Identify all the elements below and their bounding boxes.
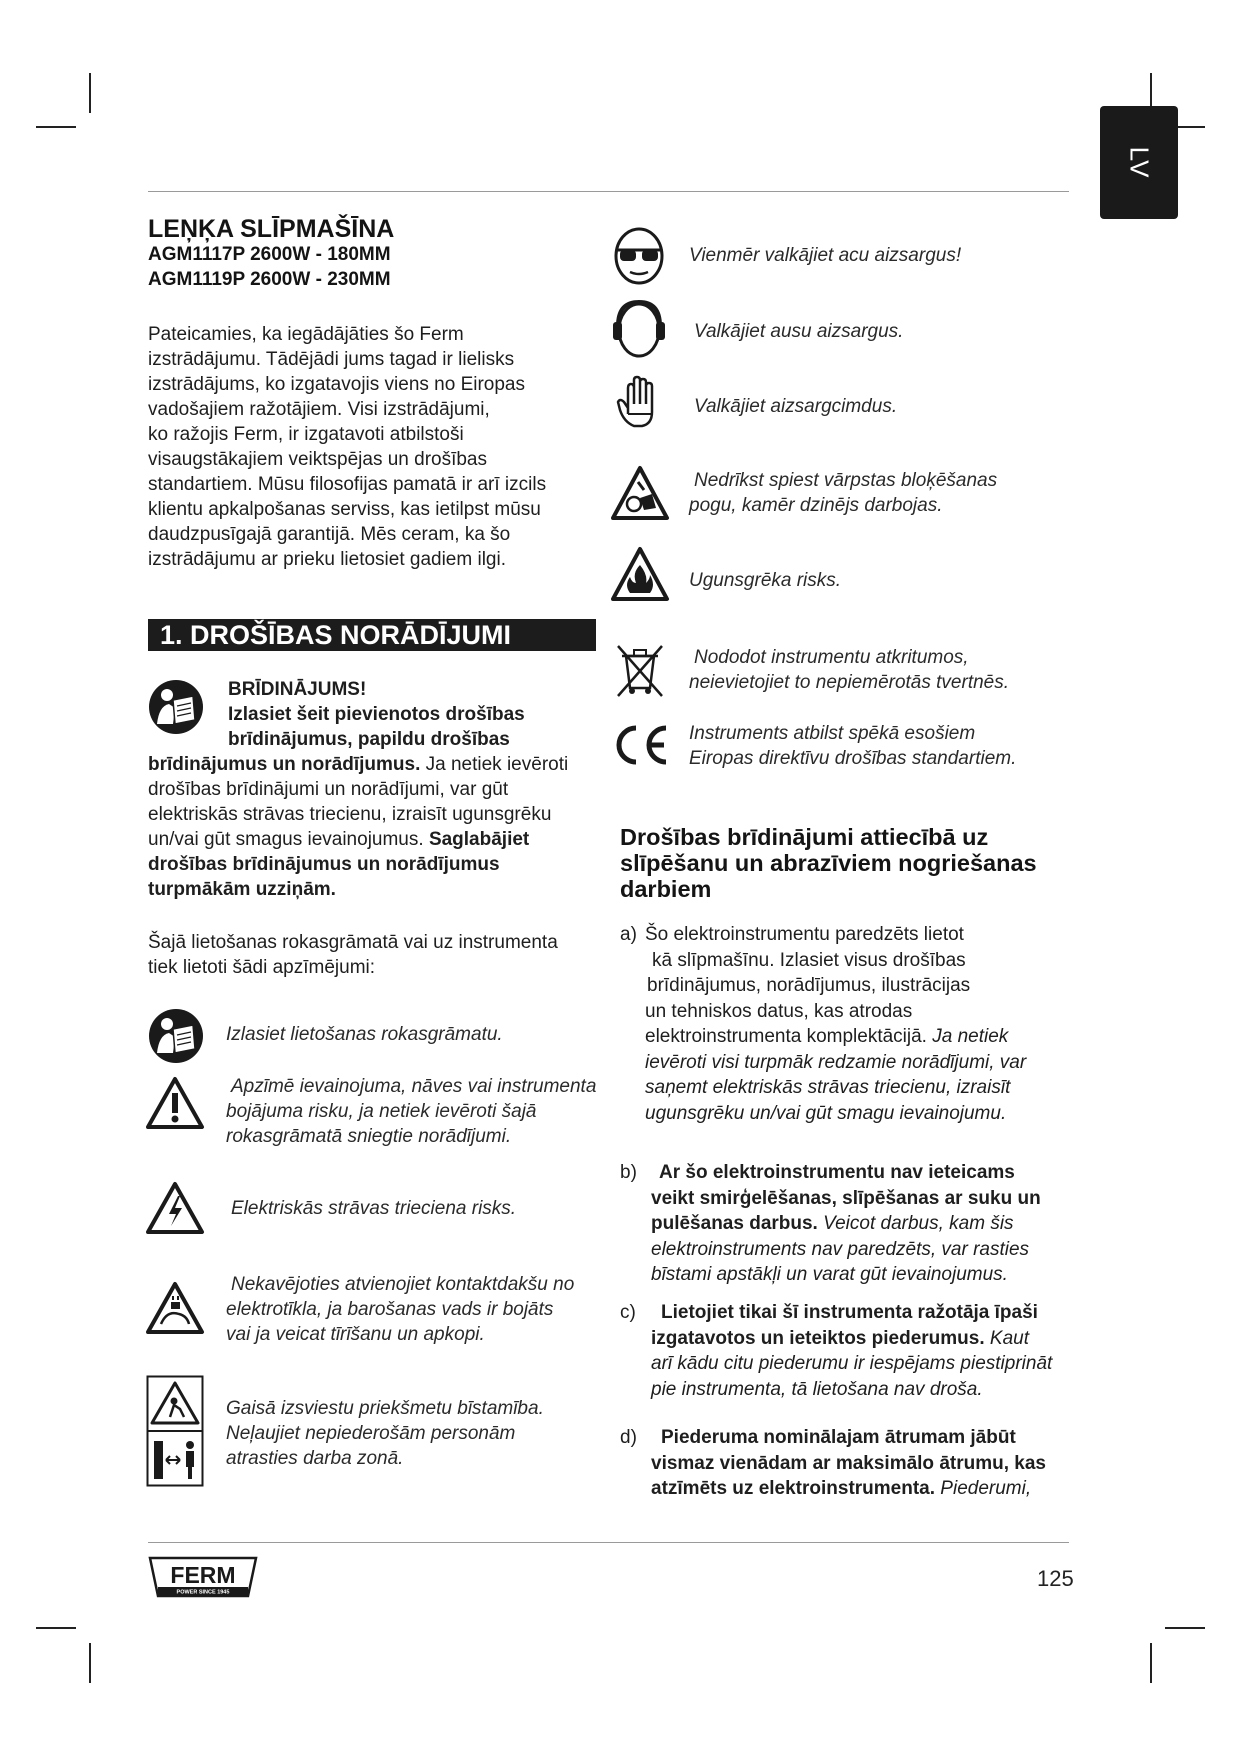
symbol-gloves-text: Valkājiet aizsargcimdus.	[694, 396, 898, 417]
item-line: pie instrumenta, tā lietošana nav droša.	[651, 1378, 983, 1400]
item-bold: izgatavotos un ieteiktos piederumus.	[651, 1327, 985, 1349]
intro-line: daudzpusīgajā garantijā. Mēs ceram, ka šo	[148, 524, 511, 545]
item-line: un tehniskos datus, kas atrodas	[645, 1000, 913, 1022]
symbol-unplug-line: vai ja veicat tīrīšanu un apkopi.	[226, 1324, 485, 1345]
symbol-danger-line: rokasgrāmatā sniegtie norādījumi.	[226, 1126, 512, 1147]
symbol-shock-text: Elektriskās strāvas trieciena risks.	[231, 1198, 517, 1219]
item-bold: pulēšanas darbus.	[651, 1213, 818, 1234]
item-line: Lietojiet tikai šī instrumenta ražotāja īpaši	[661, 1302, 1038, 1323]
list-item-label: c)	[620, 1302, 636, 1323]
item-line: elektroinstruments nav paredzēts, var rasties	[651, 1238, 1030, 1260]
intro-paragraph	[148, 322, 598, 572]
symbol-debris-line: Gaisā izsviestu priekšmetu bīstamība.	[226, 1398, 544, 1419]
item-line: saņemt elektriskās strāvas triecienu, izraisīt	[645, 1077, 1011, 1098]
section-subheading	[620, 824, 1080, 902]
item-line	[651, 1211, 1082, 1237]
unplug-icon	[145, 1280, 205, 1336]
ferm-logo-text: FERM	[170, 1562, 236, 1588]
read-manual-icon	[147, 1007, 205, 1065]
warning-bold: brīdinājumus un norādījumus.	[148, 754, 421, 775]
intro-line: izstrādājumu ar prieku lietosiet gadiem ilgi.	[148, 549, 506, 570]
model-line-2: AGM1119P 2600W - 230MM	[148, 269, 391, 290]
safety-goggles-icon	[612, 226, 666, 286]
symbol-ear-text: Valkājiet ausu aizsargus.	[694, 321, 904, 342]
item-line: Piederuma nominālajam ātrumam jābūt	[661, 1427, 1016, 1448]
warning-line	[148, 752, 600, 777]
item-italic: Veicot darbus, kam šis	[817, 1213, 1014, 1234]
symbol-goggles-text: Vienmēr valkājiet acu aizsargus!	[689, 245, 962, 266]
symbol-debris-text	[226, 1396, 616, 1471]
bottom-rule	[148, 1542, 1069, 1543]
intro-line: ko ražojis Ferm, ir izgatavoti atbilstoši	[148, 424, 464, 445]
symbol-danger-line: Apzīmē ievainojuma, nāves vai instrumenta	[231, 1076, 597, 1097]
flying-debris-icon	[146, 1375, 204, 1487]
symbol-ce-text	[689, 721, 1089, 771]
warning-line: Izlasiet šeit pievienotos drošības	[228, 704, 525, 725]
weee-bin-icon	[614, 642, 666, 698]
symbol-unplug-text	[226, 1272, 616, 1347]
ferm-logo-subtext: POWER SINCE 1945	[176, 1589, 230, 1596]
ce-mark-icon	[612, 722, 672, 768]
intro-line: klientu apkalpošanas serviss, kas ietilpst mūsu	[148, 499, 541, 520]
list-item-text	[651, 1425, 1082, 1502]
warning-triangle-icon	[145, 1075, 205, 1131]
item-line	[651, 1326, 1082, 1352]
intro-line: izstrādājumu. Tādējādi jums tagad ir lielisks	[148, 349, 515, 370]
language-tab-label: LV	[1124, 146, 1155, 179]
ferm-logo	[148, 1556, 258, 1598]
symbol-manual-text: Izlasiet lietošanas rokasgrāmatu.	[226, 1024, 503, 1045]
symbols-intro-line: tiek lietoti šādi apzīmējumi:	[148, 957, 376, 978]
item-line	[651, 1476, 1082, 1502]
warning-text: Ja netiek ievēroti	[420, 754, 569, 775]
item-text: elektroinstrumenta komplektācijā.	[645, 1026, 933, 1047]
intro-line: standartiem. Mūsu filosofijas pamatā ir arī izcils	[148, 474, 547, 495]
warning-heading: BRĪDINĀJUMS!	[228, 679, 367, 700]
item-line: ievēroti visi turpmāk redzamie norādījumi, var	[645, 1051, 1027, 1073]
intro-line: vadošajiem ražotājiem. Visi izstrādājumi,	[148, 399, 490, 420]
item-line: Ar šo elektroinstrumentu nav ieteicams	[659, 1162, 1015, 1183]
warning-bold: Saglabājiet	[428, 829, 530, 850]
fire-hazard-icon	[610, 545, 670, 603]
item-line: brīdinājumus, norādījumus, ilustrācijas	[647, 975, 971, 996]
warning-line: drošības brīdinājumi un norādījumi, var gūt	[148, 779, 509, 800]
symbol-spindle-line: Nedrīkst spiest vārpstas bloķēšanas	[694, 470, 998, 491]
crop-mark-bottom-right-h	[1165, 1627, 1205, 1629]
crop-mark-bottom-left-h	[36, 1627, 76, 1629]
warning-line: brīdinājumus, papildu drošības	[228, 729, 510, 750]
list-item-text	[645, 922, 1082, 1126]
item-line	[645, 1024, 1082, 1050]
electric-shock-icon	[145, 1180, 205, 1236]
item-line: Šo elektroinstrumentu paredzēts lietot	[645, 924, 964, 945]
gloves-icon	[616, 374, 664, 434]
symbol-ce-line: Instruments atbilst spēkā esošiem	[689, 723, 976, 744]
intro-line: visaugstākajiem veiktspējas un drošības	[148, 449, 488, 470]
page-number: 125	[1037, 1566, 1074, 1591]
symbol-bin-line: Nododot instrumentu atkritumos,	[694, 647, 969, 668]
symbol-debris-line: atrasties darba zonā.	[226, 1448, 404, 1469]
list-item	[620, 922, 1082, 1126]
ear-protection-icon	[612, 298, 666, 358]
language-tab	[1100, 106, 1178, 219]
intro-line: izstrādājums, ko izgatavojis viens no Eiropas	[148, 374, 526, 395]
warning-line: drošības brīdinājumus un norādījumus	[148, 854, 500, 875]
item-italic: Ja netiek	[932, 1026, 1009, 1047]
list-item	[620, 1300, 1082, 1402]
warning-line: elektriskās strāvas triecienu, izraisīt ugunsgrēku	[148, 804, 552, 825]
symbol-bin-text	[689, 645, 1089, 695]
item-line: arī kādu citu piederumu ir iespējams piestiprināt	[651, 1353, 1053, 1374]
warning-line	[148, 827, 600, 852]
item-bold: atzīmēts uz elektroinstrumenta.	[651, 1478, 936, 1499]
item-line: vismaz vienādam ar maksimālo ātrumu, kas	[651, 1452, 1046, 1474]
warning-block	[148, 677, 600, 902]
page-title: LEŅĶA SLĪPMAŠĪNA	[148, 215, 395, 243]
symbol-danger-line: bojājuma risku, ja netiek ievēroti šajā	[226, 1101, 537, 1122]
crop-mark-bottom-left-v	[89, 1643, 91, 1683]
subheading-line: Drošības brīdinājumi attiecībā uz	[620, 824, 989, 850]
list-item-text	[651, 1160, 1082, 1288]
symbols-intro-line: Šajā lietošanas rokasgrāmatā vai uz instrumenta	[148, 932, 558, 953]
symbol-fire-text: Ugunsgrēka risks.	[689, 570, 842, 591]
crop-mark-top-left-h	[36, 126, 76, 128]
model-line-1: AGM1117P 2600W - 180MM	[148, 244, 391, 265]
subheading-line: slīpēšanu un abrazīviem nogriešanas	[620, 850, 1037, 876]
symbol-unplug-line: Nekavējoties atvienojiet kontaktdakšu no	[231, 1274, 575, 1295]
list-item-label: d)	[620, 1427, 637, 1448]
symbol-unplug-line: elektrotīkla, ja barošanas vads ir bojāts	[226, 1299, 554, 1320]
subheading-line: darbiem	[620, 876, 712, 902]
list-item	[620, 1425, 1082, 1502]
symbol-ce-line: Eiropas direktīvu drošības standartiem.	[689, 748, 1017, 769]
item-line: veikt smirģelēšanas, slīpēšanas ar suku un	[651, 1187, 1041, 1209]
item-line: bīstami apstākļi un varat gūt ievainojumus.	[651, 1264, 1008, 1285]
crop-mark-bottom-right-v	[1150, 1643, 1152, 1683]
item-line: ugunsgrēku un/vai gūt smagu ievainojumu.	[645, 1102, 1007, 1124]
symbol-debris-line: Neļaujiet nepiederošām personām	[226, 1423, 516, 1444]
crop-mark-top-left-v	[89, 73, 91, 113]
list-item-label: b)	[620, 1162, 637, 1183]
item-line: kā slīpmašīnu. Izlasiet visus drošības	[652, 949, 966, 971]
warning-text: un/vai gūt smagus ievainojumus.	[148, 829, 429, 850]
intro-line: Pateicamies, ka iegādājāties šo Ferm	[148, 324, 464, 345]
list-item	[620, 1160, 1082, 1288]
spindle-lock-icon	[610, 464, 670, 522]
list-item-text	[651, 1300, 1082, 1402]
section-heading: 1. DROŠĪBAS NORĀDĪJUMI	[148, 619, 596, 651]
symbol-danger-text	[226, 1074, 616, 1149]
symbol-bin-line: neievietojiet to nepiemērotās tvertnēs.	[689, 672, 1010, 693]
symbol-spindle-line: pogu, kamēr dzinējs darbojas.	[689, 495, 943, 516]
symbols-intro	[148, 930, 608, 980]
symbol-spindle-text	[689, 468, 1089, 518]
item-italic: Piederumi,	[935, 1478, 1032, 1499]
warning-line: turpmākām uzziņām.	[148, 879, 336, 900]
list-item-label: a)	[620, 924, 637, 945]
top-rule	[148, 191, 1069, 192]
item-italic: Kaut	[984, 1327, 1029, 1349]
